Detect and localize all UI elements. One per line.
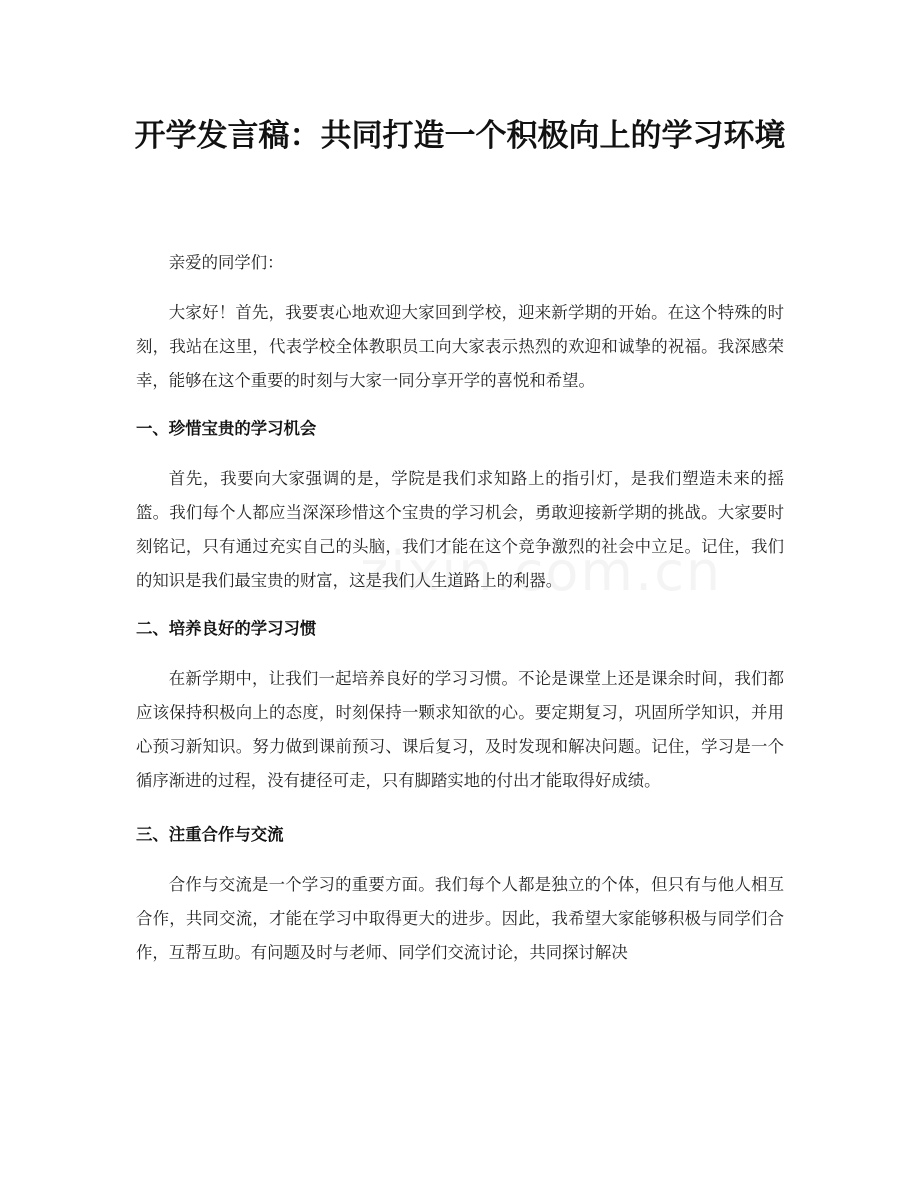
intro-paragraph: 大家好！首先，我要衷心地欢迎大家回到学校，迎来新学期的开始。在这个特殊的时刻，我站在这里，代表学校全体教职员工向大家表示热烈的欢迎和诚挚的祝福。我深感荣幸，能够在这个重要的时刻与大家一同分享开学的喜悦和希望。	[136, 303, 784, 390]
section-heading-3: 三、注重合作与交流	[136, 825, 284, 844]
greeting-line: 亲爱的同学们：	[168, 253, 284, 272]
section-heading-1: 一、珍惜宝贵的学习机会	[136, 419, 317, 438]
section-heading-2: 二、培养良好的学习习惯	[136, 619, 317, 638]
section-body-1: 首先，我要向大家强调的是，学院是我们求知路上的指引灯，是我们塑造未来的摇篮。我们每个人都应当深深珍惜这个宝贵的学习机会，勇敢迎接新学期的挑战。大家要时刻铭记，只有通过充实自己的头脑，我们才能在这个竞争激烈的社会中立足。记住，我们的知识是我们最宝贵的财富，这是我们人生道路上的利器。	[136, 469, 784, 590]
document-body	[136, 246, 784, 970]
page-title: 开学发言稿：共同打造一个积极向上的学习环境	[134, 118, 786, 154]
section-body-2: 在新学期中，让我们一起培养良好的学习习惯。不论是课堂上还是课余时间，我们都应该保持积极向上的态度，时刻保持一颗求知欲的心。要定期复习，巩固所学知识，并用心预习新知识。努力做到课前预习、课后复习，及时发现和解决问题。记住，学习是一个循序渐进的过程，没有捷径可走，只有脚踏实地的付出才能取得好成绩。	[136, 669, 784, 790]
section-body-3: 合作与交流是一个学习的重要方面。我们每个人都是独立的个体，但只有与他人相互合作，共同交流，才能在学习中取得更大的进步。因此，我希望大家能够积极与同学们合作，互帮互助。有问题及时与老师、同学们交流讨论，共同探讨解决	[136, 875, 784, 962]
